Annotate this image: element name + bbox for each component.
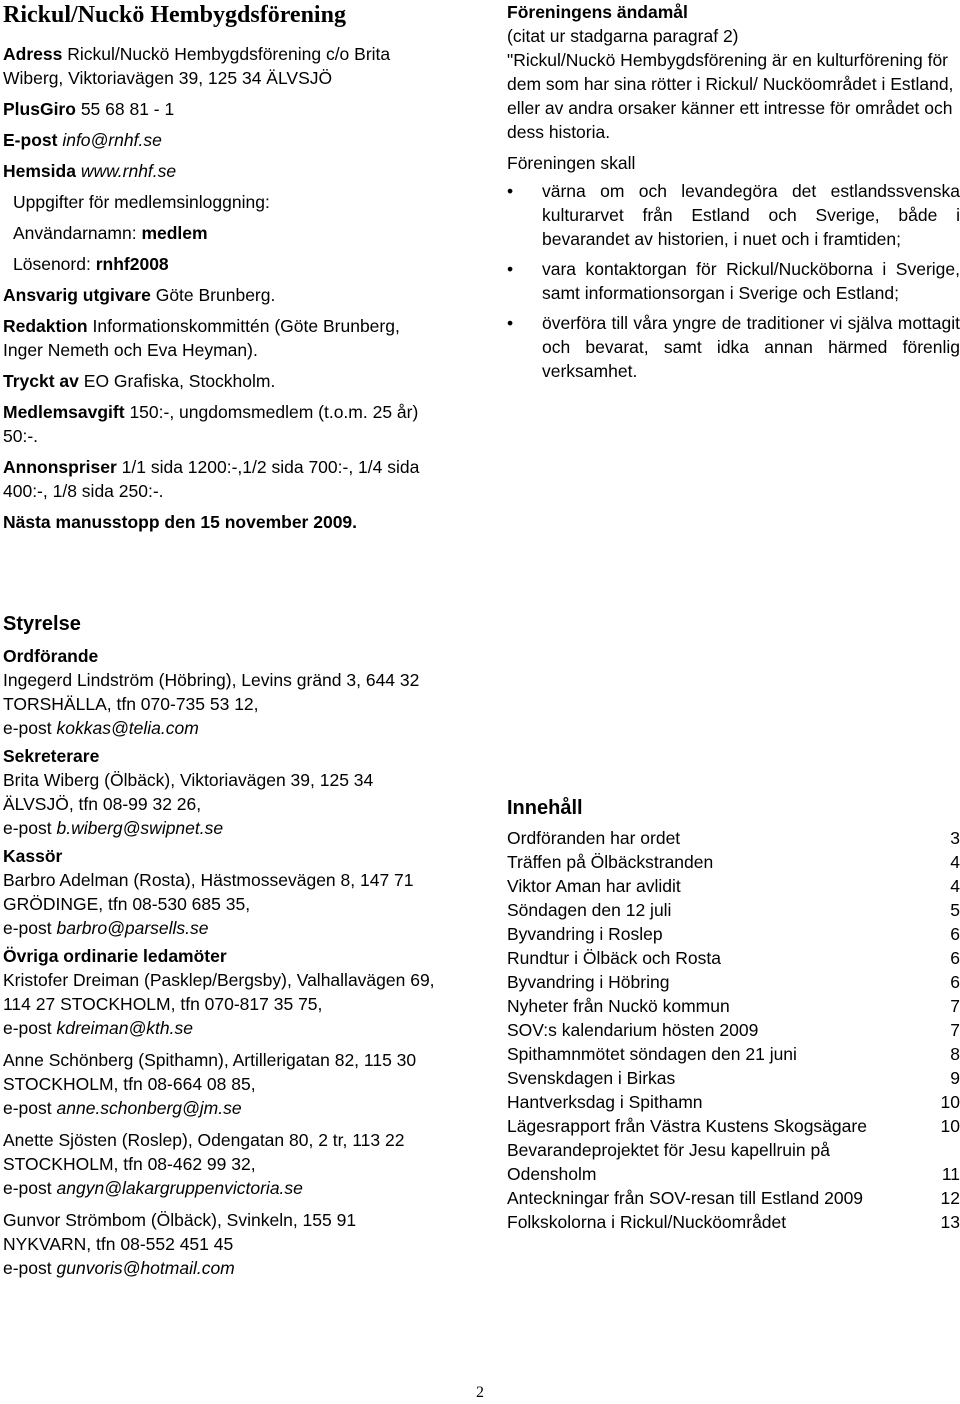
table-of-contents [507, 796, 960, 1234]
member-email-link[interactable]: b.wiberg@swipnet.se [56, 818, 224, 838]
board-role-title: Ordförande [3, 646, 99, 666]
toc-entry-title: Söndagen den 12 juli [507, 900, 672, 920]
page-number: 2 [476, 1384, 484, 1401]
website-line [3, 159, 443, 183]
address-label: Adress [3, 44, 63, 64]
toc-entry-title: Rundtur i Ölbäck och Rosta [507, 948, 721, 968]
email-link[interactable]: info@rnhf.se [62, 130, 162, 150]
website-label: Hemsida [3, 161, 76, 181]
board-member [3, 968, 443, 1040]
toc-entry-title: Spithamnmötet söndagen den 21 juni [507, 1044, 797, 1064]
board-role-title: Övriga ordinarie ledamöter [3, 946, 227, 966]
editorial-label: Redaktion [3, 316, 88, 336]
board-section [3, 612, 443, 1280]
toc-entry-page: 11 [941, 1164, 960, 1184]
toc-entry [507, 994, 960, 1018]
plusgiro-label: PlusGiro [3, 99, 76, 119]
login-username [13, 221, 443, 245]
board-member [3, 768, 443, 840]
toc-entry-page: 6 [950, 924, 960, 944]
list-item [507, 311, 960, 383]
printer [3, 369, 443, 393]
toc-entry-title: Lägesrapport från Västra Kustens Skogsägare [507, 1116, 867, 1136]
org-title: Rickul/Nuckö Hembygdsförening [3, 2, 346, 28]
email-prefix: e-post [3, 1178, 52, 1198]
email-prefix: e-post [3, 1098, 52, 1118]
member-details: Ingegerd Lindström (Höbring), Levins gränd 3, 644 32 TORSHÄLLA, tfn 070-735 53 12, [3, 670, 420, 714]
toc-entry [507, 850, 960, 874]
email-prefix: e-post [3, 918, 52, 938]
toc-entry-page: 10 [940, 1092, 960, 1112]
toc-entry-page: 4 [950, 876, 960, 896]
member-details: Anette Sjösten (Roslep), Odengatan 80, 2 tr, 113 22 STOCKHOLM, tfn 08-462 99 32, [3, 1130, 405, 1174]
toc-entry-title: Byvandring i Höbring [507, 972, 670, 992]
address-value: Rickul/Nuckö Hembygdsförening c/o Brita Wiberg, Viktoriavägen 39, 125 34 ÄLVSJÖ [3, 44, 391, 88]
toc-entry-title: Byvandring i Roslep [507, 924, 663, 944]
bullet-icon: • [507, 181, 514, 201]
password-label: Lösenord: [13, 254, 91, 274]
fee-value: 150:-, ungdomsmedlem (t.o.m. 25 år) 50:-. [3, 402, 419, 446]
toc-entry-title: Bevarandeprojektet för Jesu kapellruin på Odensholm [507, 1140, 830, 1184]
toc-entry-page: 12 [940, 1188, 960, 1208]
toc-entry [507, 826, 960, 850]
toc-entry-page: 9 [950, 1068, 960, 1088]
ads-value: 1/1 sida 1200:-,1/2 sida 700:-, 1/4 sida 400:-, 1/8 sida 250:-. [3, 457, 420, 501]
toc-entry-title: Träffen på Ölbäckstranden [507, 852, 714, 872]
purpose-section [507, 0, 960, 389]
purpose-heading: Föreningens ändamål [507, 2, 688, 22]
toc-entry-page: 10 [940, 1116, 960, 1136]
list-item [507, 257, 960, 305]
member-email-link[interactable]: kokkas@telia.com [56, 718, 199, 738]
bullet-icon: • [507, 313, 514, 333]
bullet-text: värna om och levandegöra det estlandssvenska kulturarvet från Estland och Sverige, både i bevarandet av historien, i nuet och i framtiden; [542, 181, 960, 249]
board-member [3, 1128, 443, 1200]
ads-label: Annonspriser [3, 457, 117, 477]
email-prefix: e-post [3, 1018, 52, 1038]
toc-entry [507, 1066, 960, 1090]
publisher-label: Ansvarig utgivare [3, 285, 151, 305]
member-email-link[interactable]: kdreiman@kth.se [56, 1018, 193, 1038]
toc-entry-title: Viktor Aman har avlidit [507, 876, 681, 896]
password-value: rnhf2008 [95, 254, 169, 274]
toc-entry [507, 1210, 960, 1234]
toc-heading: Innehåll [507, 797, 583, 819]
purpose-list [507, 179, 960, 383]
toc-entry [507, 1114, 960, 1138]
toc-entry [507, 1186, 960, 1210]
toc-entry [507, 922, 960, 946]
toc-entry [507, 970, 960, 994]
toc-entry-page: 13 [940, 1212, 960, 1232]
toc-entry-title: Hantverksdag i Spithamn [507, 1092, 703, 1112]
toc-entry-page: 6 [950, 948, 960, 968]
toc-entry-page: 5 [950, 900, 960, 920]
toc-entry-title: Svenskdagen i Birkas [507, 1068, 676, 1088]
toc-entry [507, 874, 960, 898]
toc-entry-page: 3 [950, 828, 960, 848]
toc-entry-title: Anteckningar från SOV-resan till Estland 2009 [507, 1188, 864, 1208]
printer-value: EO Grafiska, Stockholm. [83, 371, 276, 391]
member-details: Anne Schönberg (Spithamn), Artillerigatan 82, 115 30 STOCKHOLM, tfn 08-664 08 85, [3, 1050, 417, 1094]
member-email-link[interactable]: gunvoris@hotmail.com [56, 1258, 235, 1278]
publisher [3, 283, 443, 307]
email-prefix: e-post [3, 1258, 52, 1278]
board-member [3, 1048, 443, 1120]
website-link[interactable]: www.rnhf.se [80, 161, 177, 181]
username-value: medlem [141, 223, 208, 243]
email-prefix: e-post [3, 718, 52, 738]
bullet-text: vara kontaktorgan för Rickul/Nucköborna i Sverige, samt informationsorgan i Sverige och Estland; [542, 259, 960, 303]
toc-entry [507, 1018, 960, 1042]
member-email-link[interactable]: angyn@lakargruppenvictoria.se [56, 1178, 303, 1198]
toc-entry-page: 7 [950, 1020, 960, 1040]
deadline: Nästa manusstopp den 15 november 2009. [3, 512, 358, 532]
toc-entry [507, 1138, 960, 1186]
purpose-citation: (citat ur stadgarna paragraf 2) [507, 26, 739, 46]
purpose-quote: "Rickul/Nuckö Hembygdsförening är en kulturförening för dem som har sina rötter i Rickul/ Nucköområdet i Estland, eller av andra orsaker känner ett intresse för området och dess historia. [507, 50, 954, 142]
email-line [3, 128, 443, 152]
login-password [13, 252, 443, 276]
bullet-text: överföra till våra yngre de traditioner vi själva mottagit och bevarat, samt idka annan härmed förenlig verksamhet. [542, 313, 960, 381]
board-roles [3, 644, 443, 1280]
board-role-title: Sekreterare [3, 746, 100, 766]
login-heading: Uppgifter för medlemsinloggning: [13, 192, 270, 212]
list-item [507, 179, 960, 251]
username-label: Användarnamn: [13, 223, 137, 243]
toc-entry-title: Ordföranden har ordet [507, 828, 681, 848]
board-role-title: Kassör [3, 846, 63, 866]
toc-entry [507, 1090, 960, 1114]
address [3, 42, 443, 90]
member-details: Brita Wiberg (Ölbäck), Viktoriavägen 39, 125 34 ÄLVSJÖ, tfn 08-99 32 26, [3, 770, 374, 814]
board-member [3, 1208, 443, 1280]
board-member [3, 868, 443, 940]
toc-entry-page: 7 [950, 996, 960, 1016]
toc-entry-page: 6 [950, 972, 960, 992]
email-label: E-post [3, 130, 58, 150]
member-details: Kristofer Dreiman (Pasklep/Bergsby), Valhallavägen 69, 114 27 STOCKHOLM, tfn 070-817 35 75, [3, 970, 435, 1014]
board-heading: Styrelse [3, 613, 81, 635]
member-email-link[interactable]: anne.schonberg@jm.se [56, 1098, 242, 1118]
board-member [3, 668, 443, 740]
toc-entry-title: Nyheter från Nuckö kommun [507, 996, 730, 1016]
plusgiro-value: 55 68 81 - 1 [80, 99, 175, 119]
colophon [3, 0, 443, 534]
email-prefix: e-post [3, 818, 52, 838]
toc-entry [507, 1042, 960, 1066]
ad-prices [3, 455, 443, 503]
bullet-icon: • [507, 259, 514, 279]
toc-entry-title: SOV:s kalendarium hösten 2009 [507, 1020, 759, 1040]
editorial-value: Informationskommittén (Göte Brunberg, Inger Nemeth och Eva Heyman). [3, 316, 400, 360]
fee-label: Medlemsavgift [3, 402, 125, 422]
toc-entry-page: 8 [950, 1044, 960, 1064]
editorial [3, 314, 443, 362]
member-details: Gunvor Strömbom (Ölbäck), Svinkeln, 155 91 NYKVARN, tfn 08-552 451 45 [3, 1210, 357, 1254]
toc-entry [507, 946, 960, 970]
toc-list [507, 826, 960, 1234]
printer-label: Tryckt av [3, 371, 79, 391]
toc-entry-page: 4 [950, 852, 960, 872]
member-details: Barbro Adelman (Rosta), Hästmossevägen 8, 147 71 GRÖDINGE, tfn 08-530 685 35, [3, 870, 414, 914]
toc-entry [507, 898, 960, 922]
toc-entry-title: Folkskolorna i Rickul/Nucköområdet [507, 1212, 787, 1232]
purpose-should: Föreningen skall [507, 153, 636, 173]
member-email-link[interactable]: barbro@parsells.se [56, 918, 209, 938]
publisher-value: Göte Brunberg. [155, 285, 276, 305]
membership-fee [3, 400, 443, 448]
plusgiro [3, 97, 443, 121]
